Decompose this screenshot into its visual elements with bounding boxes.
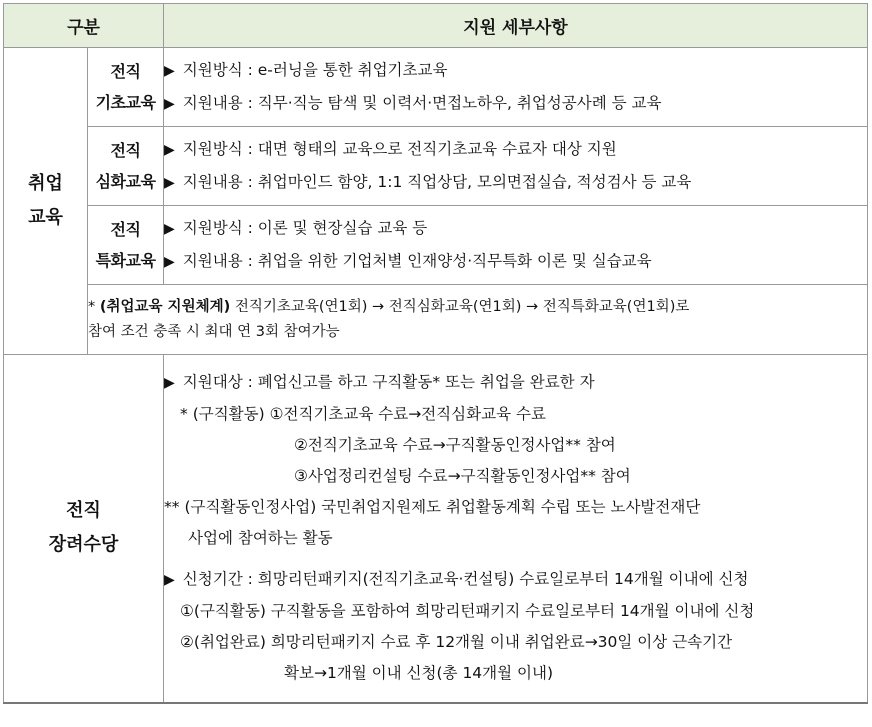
label-advanced-training: 전직 심화교육 xyxy=(88,127,164,206)
basic-content: ▶ 지원내용 : 직무·직능 탐색 및 이력서·면접노하우, 취업성공사례 등 교육 xyxy=(164,94,662,112)
period-option-2: ②(취업완료) 희망리턴패키지 수료 후 12개월 이내 취업완료→30일 이상 근속기간 xyxy=(180,633,733,652)
bullet-triangle-icon: ▶ xyxy=(164,221,175,237)
special-content: ▶ 지원내용 : 취업을 위한 기업처별 인재양성·직무특화 이론 및 실습교육 xyxy=(164,252,652,270)
header-category: 구분 xyxy=(4,4,164,48)
period-option-1: ①(구직활동) 구직활동을 포함하여 희망리턴패키지 수료일로부터 14개월 이내에 신청 xyxy=(180,602,755,621)
bullet-triangle-icon: ▶ xyxy=(164,375,175,392)
bullet-triangle-icon: ▶ xyxy=(164,96,175,112)
activity-option-3: ③사업정리컨설팅 수료→구직활동인정사업** 참여 xyxy=(294,467,631,486)
bullet-triangle-icon: ▶ xyxy=(164,572,175,589)
header-row xyxy=(4,4,868,48)
row-training-note xyxy=(4,285,868,355)
label-basic-training: 전직 기초교육 xyxy=(88,48,164,127)
bullet-triangle-icon: ▶ xyxy=(164,63,175,79)
activity-option-2: ②전직기초교육 수료→구직활동인정사업** 참여 xyxy=(294,436,616,455)
special-method: ▶ 지원방식 : 이론 및 현장실습 교육 등 xyxy=(164,219,428,237)
detail-special-training xyxy=(164,206,868,285)
row-basic-training xyxy=(4,48,868,127)
period-option-2-cont: 확보→1개월 이내 신청(총 14개월 이내) xyxy=(284,664,554,683)
bullet-triangle-icon: ▶ xyxy=(164,254,175,270)
allowance-period: ▶ 신청기간 : 희망리턴패키지(전직기초교육·컨설팅) 수료일로부터 14개월 이내에 신청 xyxy=(164,570,749,589)
advanced-content: ▶ 지원내용 : 취업마인드 함양, 1:1 직업상담, 모의면접실습, 적성검사 등 교육 xyxy=(164,173,692,191)
row-transition-allowance xyxy=(4,355,868,703)
row-advanced-training xyxy=(4,127,868,206)
activity-note: * (구직활동) ①전직기초교육 수료→전직심화교육 수료 xyxy=(180,405,546,424)
detail-advanced-training xyxy=(164,127,868,206)
label-special-training: 전직 특화교육 xyxy=(88,206,164,285)
bullet-triangle-icon: ▶ xyxy=(164,142,175,158)
detail-allowance xyxy=(164,355,868,703)
support-details-table xyxy=(3,3,868,704)
detail-basic-training xyxy=(164,48,868,127)
program-note-line2: 사업에 참여하는 활동 xyxy=(188,529,333,548)
header-details: 지원 세부사항 xyxy=(164,4,868,48)
category-training: 취업 교육 xyxy=(4,48,88,355)
category-allowance: 전직 장려수당 xyxy=(4,355,164,703)
basic-method: ▶ 지원방식 : e-러닝을 통한 취업기초교육 xyxy=(164,61,448,79)
training-system-note: * (취업교육 지원체계) 전직기초교육(연1회) → 전직심화교육(연1회) → 전직특화교육(연1회)로 참여 조건 충족 시 최대 연 3회 참여가능 xyxy=(88,285,868,355)
advanced-method: ▶ 지원방식 : 대면 형태의 교육으로 전직기초교육 수료자 대상 지원 xyxy=(164,140,617,158)
row-special-training xyxy=(4,206,868,285)
program-note-line1: ** (구직활동인정사업) 국민취업지원제도 취업활동계획 수립 또는 노사발전재단 xyxy=(164,498,701,517)
allowance-target: ▶ 지원대상 : 폐업신고를 하고 구직활동* 또는 취업을 완료한 자 xyxy=(164,373,595,392)
bullet-triangle-icon: ▶ xyxy=(164,175,175,191)
